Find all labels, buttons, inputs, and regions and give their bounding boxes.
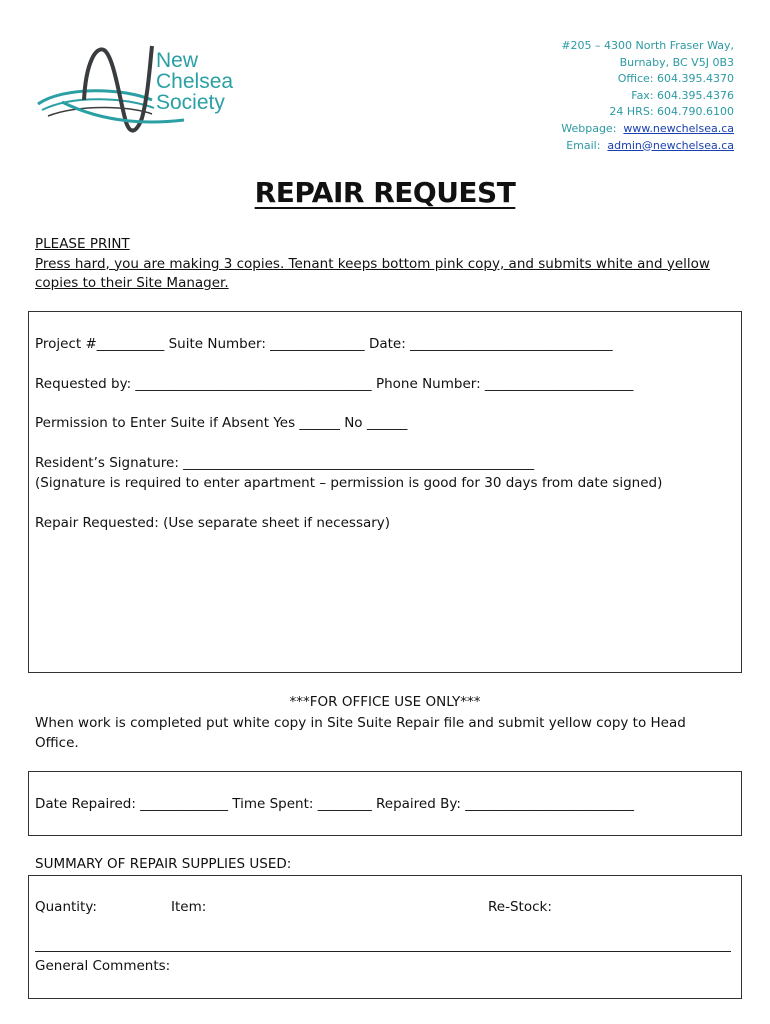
email-line	[561, 138, 734, 155]
webpage-label: Webpage:	[561, 121, 617, 135]
webpage-link[interactable]: www.newchelsea.ca	[623, 121, 734, 135]
instructions	[35, 235, 735, 294]
logo-line: New	[156, 49, 199, 72]
email-link[interactable]: admin@newchelsea.ca	[607, 138, 734, 152]
address-line: #205 – 4300 North Fraser Way,	[561, 39, 734, 52]
repair-requested-label: Repair Requested: (Use separate sheet if necessary)	[35, 515, 391, 531]
please-print-label: PLEASE PRINT	[35, 236, 130, 252]
project-suite-date-row[interactable]: Project #__________ Suite Number: ______________ Date: ______________________________	[35, 336, 613, 352]
city-line: Burnaby, BC V5J 0B3	[619, 55, 734, 69]
logo-line: Chelsea	[156, 70, 234, 93]
summary-box	[28, 875, 742, 999]
organization-name	[156, 50, 233, 113]
logo-line: Society	[156, 91, 225, 114]
emergency-phone: 24 HRS: 604.790.6100	[609, 105, 734, 119]
title-text: REPAIR REQUEST	[254, 176, 516, 209]
page-title	[0, 176, 770, 209]
permission-row[interactable]: Permission to Enter Suite if Absent Yes ______ No ______	[35, 415, 408, 431]
instructions-text: Press hard, you are making 3 copies. Tenant keeps bottom pink copy, and submits white and yellow copies to their Site Manager.	[35, 255, 710, 292]
fax-number: Fax: 604.395.4376	[631, 88, 734, 102]
restock-label: Re-Stock:	[488, 899, 552, 915]
office-use-heading: ***FOR OFFICE USE ONLY***	[289, 694, 481, 710]
quantity-label: Quantity:	[35, 899, 97, 915]
webpage-line	[561, 121, 734, 138]
item-label: Item:	[171, 899, 207, 915]
requested-by-phone-row[interactable]: Requested by: ___________________________________ Phone Number: ______________________	[35, 376, 634, 392]
signature-row[interactable]: Resident’s Signature: ____________________________________________________	[35, 455, 535, 471]
general-comments-label: General Comments:	[35, 958, 171, 974]
signature-note: (Signature is required to enter apartment – permission is good for 30 days from date signed)	[35, 475, 663, 491]
office-use-instructions: When work is completed put white copy in Site Suite Repair file and submit yellow copy to Head Office.	[35, 715, 686, 751]
email-label: Email:	[566, 138, 601, 152]
request-form-box	[28, 311, 742, 673]
supplies-entry-line[interactable]	[35, 951, 731, 952]
repair-completion-row[interactable]: Date Repaired: _____________ Time Spent: ________ Repaired By: _________________________	[35, 796, 634, 812]
office-phone: Office: 604.395.4370	[617, 72, 734, 86]
contact-block	[561, 38, 734, 154]
summary-heading: SUMMARY OF REPAIR SUPPLIES USED:	[35, 856, 292, 872]
